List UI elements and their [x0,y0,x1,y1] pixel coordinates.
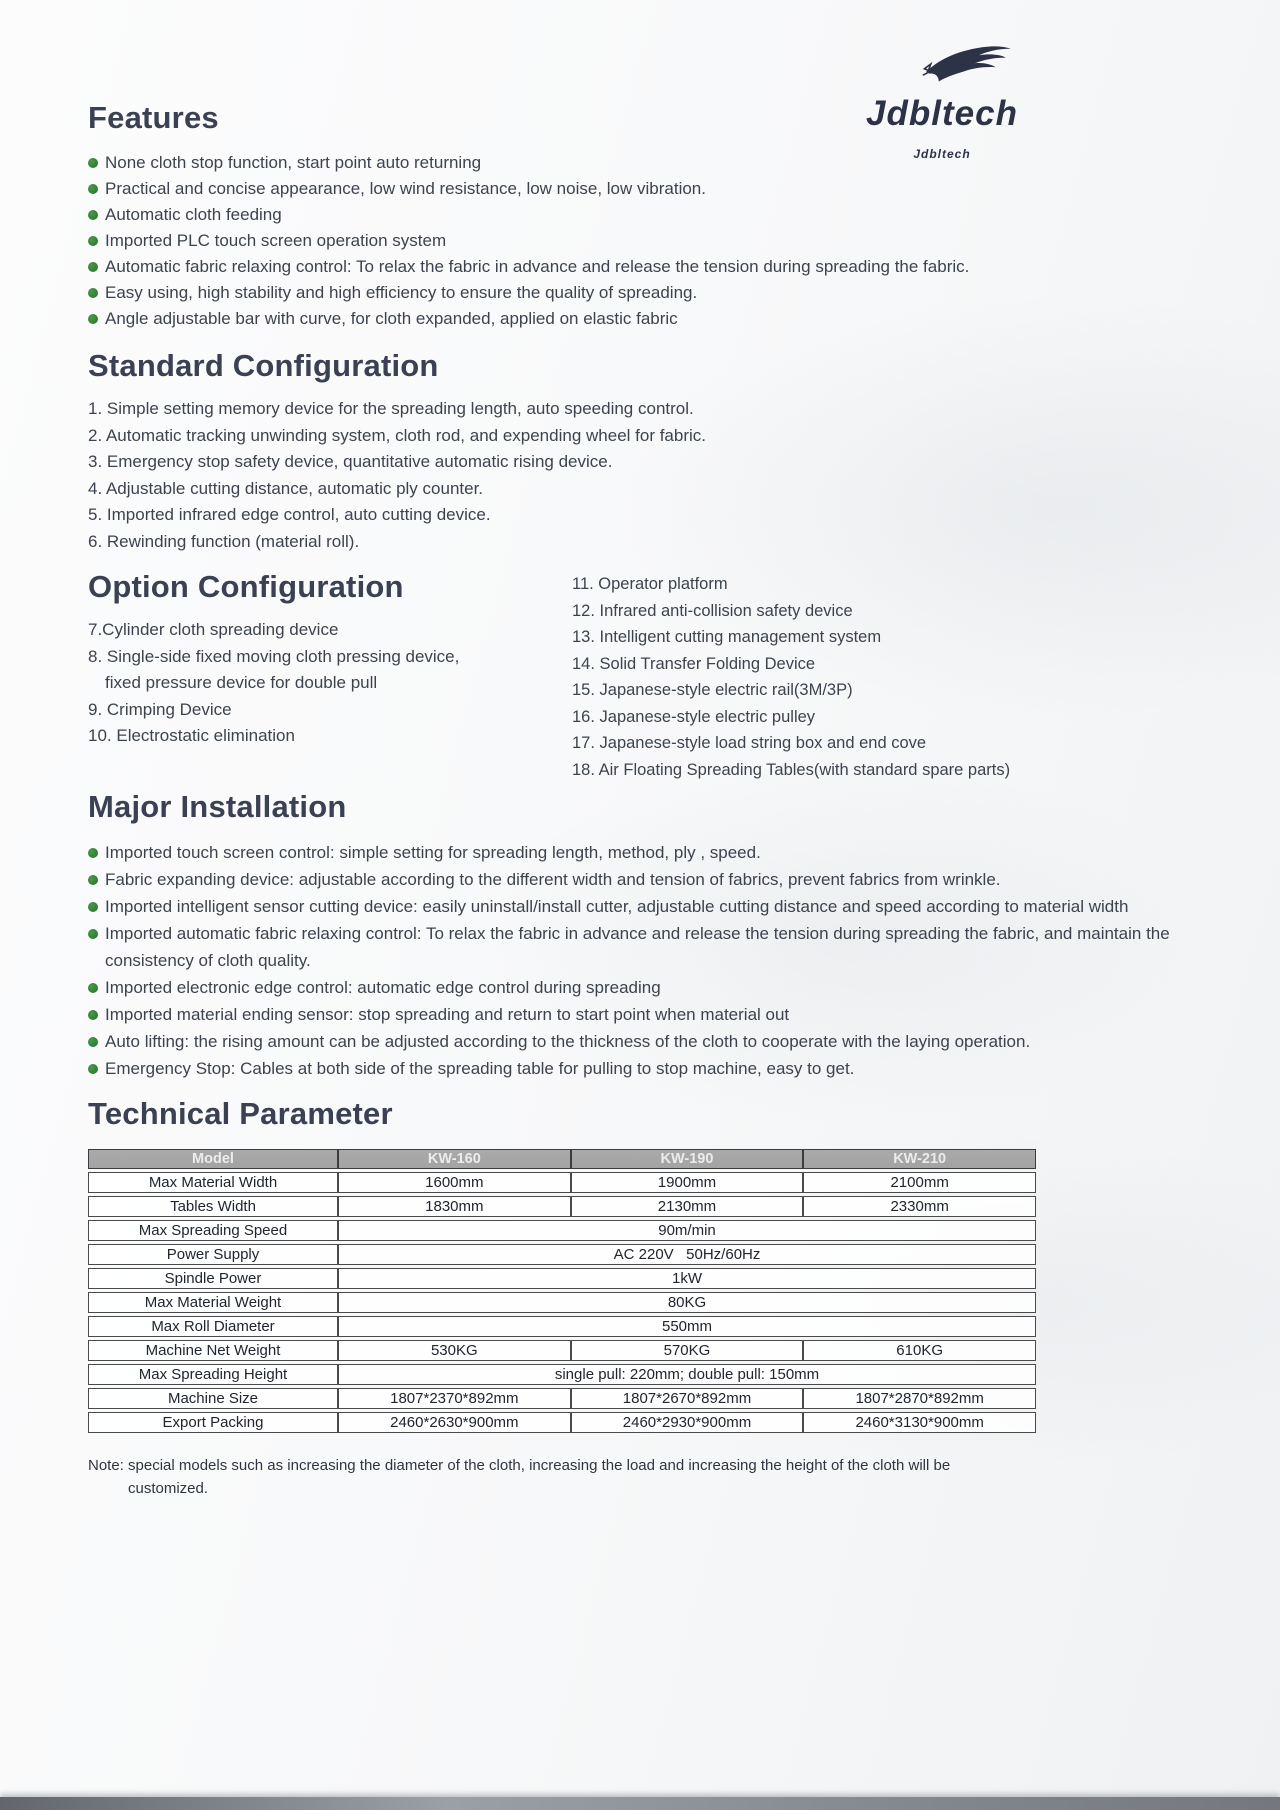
bullet-icon [88,210,98,220]
major-installation-item-text: Imported touch screen control: simple setting for spreading length, method, ply , speed. [105,843,761,862]
page-bottom-edge [0,1797,1280,1810]
option-configuration-item: 18. Air Floating Spreading Tables(with standard spare parts) [572,760,1011,779]
major-installation-item [88,893,1206,920]
option-configuration-item: 12. Infrared anti-collision safety device [572,601,853,620]
option-configuration-item: 8. Single-side fixed moving cloth pressing device, [88,646,460,666]
parameter-value-cell: 1807*2670*892mm [571,1388,804,1409]
table-row [88,1340,1036,1361]
footnote-line2: customized. [128,1480,209,1497]
standard-configuration-item: 3. Emergency stop safety device, quantitative automatic rising device. [88,452,613,471]
parameter-value-cell: 1807*2370*892mm [338,1388,571,1409]
major-installation-heading: Major Installation [88,789,347,824]
option-configuration-right-list [572,571,1218,783]
parameter-label-cell: Max Spreading Speed [88,1220,338,1241]
standard-configuration-list [88,396,1218,555]
bullet-icon [88,848,98,858]
horse-swoosh-icon [918,38,1014,90]
feature-item [88,176,1218,202]
parameter-value-cell: 2330mm [803,1196,1036,1217]
feature-item [88,150,1218,176]
major-installation-item [88,920,1206,974]
table-header-cell: Model [88,1149,338,1169]
parameter-value-cell: 2130mm [571,1196,804,1217]
standard-configuration-item: 2. Automatic tracking unwinding system, cloth rod, and expending wheel for fabric. [88,425,707,445]
feature-item-text: Automatic fabric relaxing control: To relax the fabric in advance and release the tension during spreading the fabric. [105,257,970,276]
table-row [88,1316,1036,1337]
parameter-value-cell: 90m/min [338,1220,1036,1241]
table-row [88,1292,1036,1313]
table-row [88,1364,1036,1385]
major-installation-list [88,839,1218,1082]
parameter-label-cell: Max Spreading Height [88,1364,338,1385]
table-row [88,1412,1036,1433]
feature-item [88,228,1218,254]
option-configuration-item: 16. Japanese-style electric pulley [572,707,816,726]
parameter-value-cell: 610KG [803,1340,1036,1361]
company-logo [822,38,1062,161]
standard-configuration-item: 4. Adjustable cutting distance, automatic ply counter. [88,478,484,498]
standard-configuration-item: 1. Simple setting memory device for the spreading length, auto speeding control. [88,399,694,418]
parameter-value-cell: 1900mm [571,1172,804,1193]
logo-subtitle: Jdbltech [913,146,971,161]
table-header-cell: KW-160 [338,1149,571,1169]
parameter-label-cell: Machine Net Weight [88,1340,338,1361]
feature-item [88,202,1218,228]
parameter-value-cell: 1830mm [338,1196,571,1217]
bullet-icon [88,1064,98,1074]
option-configuration-left-column [88,569,572,783]
feature-item-text: Practical and concise appearance, low wind resistance, low noise, low vibration. [105,179,706,198]
major-installation-item-text: Emergency Stop: Cables at both side of the spreading table for pulling to stop machine, easy to get. [105,1059,855,1078]
table-header-row [88,1149,1036,1169]
option-configuration-right-column [572,569,1218,783]
option-configuration-item: 7.Cylinder cloth spreading device [88,620,339,639]
bullet-icon [88,262,98,272]
parameter-label-cell: Max Material Width [88,1172,338,1193]
technical-parameter-table [88,1146,1036,1436]
parameter-label-cell: Export Packing [88,1412,338,1433]
bullet-icon [88,875,98,885]
feature-item-text: Angle adjustable bar with curve, for cloth expanded, applied on elastic fabric [105,309,678,328]
major-installation-item-text: Fabric expanding device: adjustable according to the different width and tension of fabrics, prevent fabrics from wrinkle. [105,870,1001,889]
bullet-icon [88,902,98,912]
parameter-label-cell: Spindle Power [88,1268,338,1289]
feature-item [88,280,1218,306]
bullet-icon [88,314,98,324]
table-header-cell: KW-210 [803,1149,1036,1169]
feature-item-text: Imported PLC touch screen operation system [105,231,447,250]
major-installation-item [88,1001,1206,1028]
option-configuration-item: 9. Crimping Device [88,699,232,719]
parameter-label-cell: Tables Width [88,1196,338,1217]
bullet-icon [88,1010,98,1020]
option-configuration-item: 10. Electrostatic elimination [88,726,295,745]
major-installation-item [88,866,1206,893]
option-configuration-item: 11. Operator platform [572,575,728,593]
bullet-icon [88,158,98,168]
feature-item-text: None cloth stop function, start point auto returning [105,153,482,172]
table-row [88,1172,1036,1193]
major-installation-item-text: Auto lifting: the rising amount can be adjusted according to the thickness of the cloth to cooperate with the laying operation. [105,1032,1031,1051]
option-configuration-item: 13. Intelligent cutting management system [572,628,882,646]
parameter-label-cell: Machine Size [88,1388,338,1409]
major-installation-item-text: Imported electronic edge control: automatic edge control during spreading [105,978,661,997]
parameter-value-cell: 570KG [571,1340,804,1361]
option-configuration-heading: Option Configuration [88,569,404,604]
bullet-icon [88,236,98,246]
bullet-icon [88,184,98,194]
standard-configuration-item: 6. Rewinding function (material roll). [88,531,360,551]
major-installation-item-text: Imported material ending sensor: stop spreading and return to start point when material out [105,1005,790,1024]
logo-wordmark: Jdbltech [866,94,1018,133]
major-installation-item [88,1028,1206,1055]
parameter-value-cell: 2460*3130*900mm [803,1412,1036,1433]
table-header-cell: KW-190 [571,1149,804,1169]
parameter-value-cell: AC 220V 50Hz/60Hz [338,1244,1036,1265]
option-configuration-section [88,569,1218,783]
features-heading: Features [88,100,219,135]
parameter-value-cell: 2100mm [803,1172,1036,1193]
footnote [88,1454,1218,1500]
bullet-icon [88,1037,98,1047]
parameter-value-cell: 1600mm [338,1172,571,1193]
bullet-icon [88,288,98,298]
parameter-value-cell: 80KG [338,1292,1036,1313]
major-installation-item-text: Imported intelligent sensor cutting device: easily uninstall/install cutter, adjustable cutting distance and speed according to material width [105,897,1129,916]
feature-item [88,254,1218,280]
features-list [88,150,1218,332]
option-configuration-item: 15. Japanese-style electric rail(3M/3P) [572,681,853,699]
table-row [88,1244,1036,1265]
option-configuration-left-list [88,617,572,750]
feature-item-text: Easy using, high stability and high efficiency to ensure the quality of spreading. [105,283,698,302]
standard-configuration-item: 5. Imported infrared edge control, auto cutting device. [88,505,491,524]
option-configuration-item: 14. Solid Transfer Folding Device [572,654,816,673]
bullet-icon [88,983,98,993]
option-configuration-item: fixed pressure device for double pull [105,673,378,692]
standard-configuration-heading: Standard Configuration [88,348,439,383]
parameter-label-cell: Max Material Weight [88,1292,338,1313]
option-configuration-item: 17. Japanese-style load string box and end cove [572,734,927,752]
major-installation-item [88,1055,1206,1082]
parameter-value-cell: 1807*2870*892mm [803,1388,1036,1409]
parameter-value-cell: 2460*2930*900mm [571,1412,804,1433]
parameter-value-cell: 1kW [338,1268,1036,1289]
footnote-line1: Note: special models such as increasing the diameter of the cloth, increasing the load and increasing the height of the cloth will be [88,1457,951,1474]
parameter-value-cell: 2460*2630*900mm [338,1412,571,1433]
parameter-label-cell: Max Roll Diameter [88,1316,338,1337]
major-installation-item-text: Imported automatic fabric relaxing control: To relax the fabric in advance and release the tension during spreading the fabric, and maintain the consistency of cloth quality. [105,924,1170,970]
bullet-icon [88,929,98,939]
parameter-value-cell: single pull: 220mm; double pull: 150mm [338,1364,1036,1385]
technical-parameter-heading: Technical Parameter [88,1096,393,1131]
major-installation-item [88,974,1206,1001]
feature-item-text: Automatic cloth feeding [105,205,282,224]
parameter-value-cell: 530KG [338,1340,571,1361]
parameter-label-cell: Power Supply [88,1244,338,1265]
table-row [88,1268,1036,1289]
table-row [88,1388,1036,1409]
table-row [88,1196,1036,1217]
major-installation-item [88,839,1206,866]
feature-item [88,306,1218,332]
parameter-value-cell: 550mm [338,1316,1036,1337]
table-row [88,1220,1036,1241]
